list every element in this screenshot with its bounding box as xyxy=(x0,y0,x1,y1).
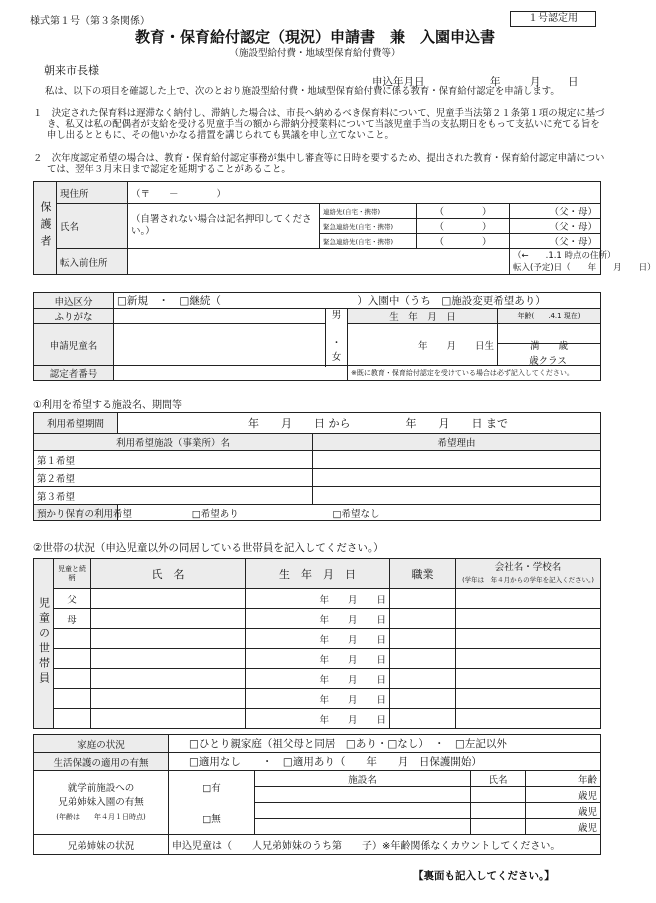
childcare-no[interactable]: □希望なし xyxy=(313,505,601,521)
sibling-status-field[interactable]: 申込児童は（ 人兄弟姉妹のうち第 子）※年齢関係なくカウントしてください。 xyxy=(169,835,601,855)
period-label: 利用希望期間 xyxy=(34,413,118,434)
sib-col-name: 氏名 xyxy=(471,771,526,787)
col-relation: 児童と続柄 xyxy=(54,559,91,589)
cert-type-badge: １号認定用 xyxy=(510,11,596,27)
age-header: 年齢( .4.1 現在) xyxy=(498,309,601,324)
member-relation[interactable] xyxy=(54,629,91,649)
reason-2[interactable] xyxy=(313,469,601,487)
contact-rel-1[interactable]: （父・母） xyxy=(510,204,601,219)
guardian-table xyxy=(33,181,656,275)
contact-rel-2[interactable]: （父・母） xyxy=(510,219,601,234)
member-job[interactable] xyxy=(390,589,456,609)
facility-name-header: 利用希望施設（事業所）名 xyxy=(34,434,313,451)
guardian-name-label: 氏名 xyxy=(57,204,128,249)
member-relation[interactable]: 父 xyxy=(54,589,91,609)
application-table xyxy=(33,292,601,381)
member-job[interactable] xyxy=(390,629,456,649)
footer-note: 【裏面も記入してください。】 xyxy=(413,870,555,882)
furigana-label: ふりがな xyxy=(34,309,114,324)
col-name: 氏 名 xyxy=(91,559,246,589)
member-row xyxy=(34,669,601,689)
sibling-yes[interactable]: □有 xyxy=(169,771,255,803)
col-dob: 生 年 月 日 xyxy=(246,559,390,589)
reason-3[interactable] xyxy=(313,487,601,505)
member-name[interactable] xyxy=(91,609,246,629)
member-job[interactable] xyxy=(390,689,456,709)
member-relation[interactable] xyxy=(54,649,91,669)
age-field[interactable]: 満 歳 xyxy=(498,324,601,366)
facility-table xyxy=(33,412,601,521)
sib-name-3[interactable] xyxy=(471,819,526,835)
reason-1[interactable] xyxy=(313,451,601,469)
contact-field-3[interactable]: （ ） xyxy=(417,234,510,249)
member-row xyxy=(34,609,601,629)
prev-address-note: （← .1.1 時点の住所） 転入(予定)日（ 年 月 日） xyxy=(510,249,601,275)
contact-label-2: 緊急連絡先(自宅・携帯) xyxy=(320,219,417,234)
member-row xyxy=(34,649,601,669)
intro-item-2: ２ 次年度認定希望の場合は、教育・保育給付認定事務が集中し審査等に日時を要するため、提出された教育・保育給付認定申請については、翌年３月末日まで認定を延期することがあること。 xyxy=(33,153,605,175)
member-name[interactable] xyxy=(91,629,246,649)
member-job[interactable] xyxy=(390,649,456,669)
cert-no-note: ※既に教育・保育給付認定を受けている場合は必ず記入してください。 xyxy=(348,366,601,381)
member-company[interactable] xyxy=(456,689,601,709)
form-number: 様式第１号（第３条関係） xyxy=(30,16,150,27)
address-label: 現住所 xyxy=(57,182,128,204)
col-company: 会社名・学校名 (学年は 年４月からの学年を記入ください。) xyxy=(456,559,601,589)
welfare-field[interactable]: □適用なし ・ □適用あり（ 年 月 日保護開始） xyxy=(169,753,601,771)
member-relation[interactable] xyxy=(54,689,91,709)
contact-label-1: 連絡先(自宅・携帯) xyxy=(320,204,417,219)
sib-age-2[interactable]: 歳児 xyxy=(526,803,601,819)
member-job[interactable] xyxy=(390,709,456,729)
furigana-field[interactable] xyxy=(114,309,326,324)
sib-facility-2[interactable] xyxy=(255,803,471,819)
member-company[interactable] xyxy=(456,609,601,629)
prev-address-field[interactable] xyxy=(128,249,510,275)
type-label: 申込区分 xyxy=(34,293,114,309)
family-label: 家庭の状況 xyxy=(34,735,169,753)
guardian-name-field[interactable]: （自署されない場合は記名押印してください。） xyxy=(128,204,320,249)
cert-no-label: 認定者番号 xyxy=(34,366,114,381)
facility-heading: ①利用を希望する施設名、期間等 xyxy=(33,400,182,411)
date-month: 月 xyxy=(530,76,541,88)
reason-header: 希望理由 xyxy=(313,434,601,451)
sibling-status-label: 兄弟姉妹の状況 xyxy=(34,835,169,855)
welfare-label: 生活保護の適用の有無 xyxy=(34,753,169,771)
cert-no-field[interactable] xyxy=(114,366,348,381)
intro-item-1: １ 決定された保育料は遅滞なく納付し、滞納した場合は、市長へ納めるべき保育料について、児童手当法第２１条第１項の規定に基づき、私又は私の配偶者が支給を受ける児童手当の額から滞納分授業料について当該児童手当の支払期日をもって支払いに充てる旨を申し出るとともに、その他いかなる措置を講じられても異議を申し立てないこと。 xyxy=(33,108,605,141)
member-company[interactable] xyxy=(456,669,601,689)
dob-field[interactable]: 年 月 日生 xyxy=(348,324,498,366)
household-section-label: 児童の世帯員 xyxy=(34,559,54,729)
guardian-section-label: 保護者 xyxy=(34,182,57,275)
member-name[interactable] xyxy=(91,669,246,689)
member-name[interactable] xyxy=(91,649,246,669)
member-row xyxy=(34,629,601,649)
page-title: 教育・保育給付認定（現況）申請書 兼 入園申込書 xyxy=(134,28,495,46)
dob-header: 生 年 月 日 xyxy=(348,309,498,324)
prev-address-label: 転入前住所 xyxy=(57,249,128,275)
member-relation[interactable] xyxy=(54,669,91,689)
member-name[interactable] xyxy=(91,709,246,729)
date-day: 日 xyxy=(568,76,579,88)
child-name-label: 申請児童名 xyxy=(34,324,114,366)
sib-facility-1[interactable] xyxy=(255,787,471,803)
intro-paragraph: 私は、以下の項目を確認した上で、次のとおり施設型給付費・地域型保育給付費に係る教育・保育給付認定を申請します。 xyxy=(45,86,560,97)
member-company[interactable] xyxy=(456,589,601,609)
child-name-field[interactable] xyxy=(114,324,326,366)
member-relation[interactable] xyxy=(54,709,91,729)
contact-field-2[interactable]: （ ） xyxy=(417,219,510,234)
member-company[interactable] xyxy=(456,629,601,649)
member-job[interactable] xyxy=(390,609,456,629)
date-label: 申込年月日 xyxy=(372,76,425,88)
member-row xyxy=(34,589,601,609)
sib-age-1[interactable]: 歳児 xyxy=(526,787,601,803)
family-field[interactable]: □ひとり親家庭（祖父母と同居 □あり・□なし） ・ □左記以外 xyxy=(169,735,601,753)
choice-1[interactable]: 第１希望 xyxy=(34,451,313,469)
choice-3[interactable]: 第３希望 xyxy=(34,487,313,505)
member-dob[interactable]: 年 月 日 xyxy=(246,589,390,609)
col-job: 職業 xyxy=(390,559,456,589)
member-job[interactable] xyxy=(390,669,456,689)
sib-col-age: 年齢 xyxy=(526,771,601,787)
household-heading: ②世帯の状況（申込児童以外の同居している世帯員を記入してください。） xyxy=(33,542,384,554)
contact-field-1[interactable]: （ ） xyxy=(417,204,510,219)
contact-label-3: 緊急連絡先(自宅・携帯) xyxy=(320,234,417,249)
sib-name-1[interactable] xyxy=(471,787,526,803)
choice-2[interactable]: 第２希望 xyxy=(34,469,313,487)
sib-name-2[interactable] xyxy=(471,803,526,819)
sib-facility-3[interactable] xyxy=(255,819,471,835)
member-name[interactable] xyxy=(91,589,246,609)
member-row xyxy=(34,689,601,709)
member-dob[interactable]: 年 月 日 xyxy=(246,629,390,649)
addressee: 朝来市長様 xyxy=(44,64,99,77)
member-dob[interactable]: 年 月 日 xyxy=(246,709,390,729)
sex-field[interactable]: 男 ・ 女 xyxy=(326,309,348,366)
status-table xyxy=(33,734,601,855)
childcare-label: 預かり保育の利用希望 xyxy=(34,505,118,521)
age-divider xyxy=(497,343,600,344)
member-dob[interactable]: 年 月 日 xyxy=(246,689,390,709)
member-company[interactable] xyxy=(456,709,601,729)
childcare-yes[interactable]: □希望あり xyxy=(118,505,313,521)
period-field[interactable]: 年 月 日 から 年 月 日 まで xyxy=(118,413,601,434)
sibling-label: 就学前施設への 兄弟姉妹入園の有無 (年齢は 年４月１日時点) xyxy=(34,771,169,835)
member-relation[interactable]: 母 xyxy=(54,609,91,629)
household-table xyxy=(33,558,601,729)
member-dob[interactable]: 年 月 日 xyxy=(246,669,390,689)
member-company[interactable] xyxy=(456,649,601,669)
address-field[interactable]: （〒 － ） xyxy=(128,182,601,204)
sib-col-facility: 施設名 xyxy=(255,771,471,787)
contact-rel-3[interactable]: （父・母） xyxy=(510,234,601,249)
member-dob[interactable]: 年 月 日 xyxy=(246,649,390,669)
page-subtitle: （施設型給付費・地域型保育給付費等） xyxy=(229,48,401,59)
sib-age-3[interactable]: 歳児 xyxy=(526,819,601,835)
class-label: 歳クラス xyxy=(529,356,567,367)
member-row xyxy=(34,709,601,729)
member-name[interactable] xyxy=(91,689,246,709)
date-year: 年 xyxy=(490,76,501,88)
member-dob[interactable]: 年 月 日 xyxy=(246,609,390,629)
sibling-no[interactable]: □無 xyxy=(169,803,255,835)
type-field[interactable]: □新規 ・ □継続（ ）入園中（うち □施設変更希望あり） xyxy=(114,293,601,309)
